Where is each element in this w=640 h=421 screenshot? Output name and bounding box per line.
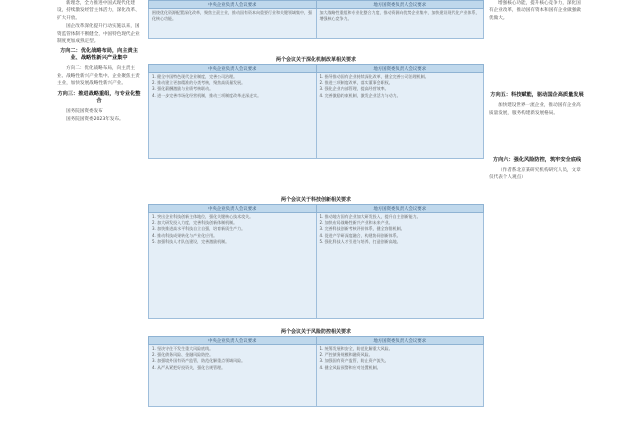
left-paragraph-4: 国务院国资委发布 xyxy=(66,108,103,114)
col-header-local: 地方国资委负责人会议要求 xyxy=(316,337,484,345)
cell-local: 1. 统筹发展和安全，防范化解重大风险。 2. 严控债务规模和融资风险。 3. 加强国有资产监管，防止资产流失。 4. 健全风险预警和应对处置机制。 xyxy=(316,345,484,407)
left-paragraph-1: 新理念，全力推进中国式现代化建设，持续激发经营主体活力，深化改革、扩大开放。 xyxy=(57,1,140,21)
cell-central: 1. 坚决守住不发生重大风险底线。 2. 强化债务风险、金融风险防控。 3. 加强境外国有资产监管，防范化解重点领域风险。 4. 从严从紧把好投资关，强化合规管理。 xyxy=(149,345,317,407)
left-heading-direction-two: 方向二：优化战略布局，向主责主业、战略性新兴产业集中 xyxy=(60,48,138,62)
left-article-column xyxy=(57,0,141,124)
cell-central: 1. 突出企业科技创新主体地位，强化关键核心技术攻关。 2. 加大研发投入力度，完善科技创新体制机制。 3. 加快推进高水平科技自立自强，培育新质生产力。 4. 推动科技成果转化与产业化应用。 5. 加强科技人才队伍建设，完善激励机制。 xyxy=(149,213,317,319)
right-paragraph-2: 加快建设世界一流企业，推动国有企业高质量发展，服务构建新发展格局。 xyxy=(489,103,581,116)
col-header-central: 中央企业负责人会议要求 xyxy=(149,205,317,213)
left-footer-line: 国务院国资委2023年发布。 xyxy=(66,117,124,123)
innovation-title: 两个会议关于科技创新相关要求 xyxy=(280,197,351,203)
mechanism-title: 两个会议关于深化机制改革相关要求 xyxy=(275,57,356,63)
cell-local: 1. 指导推动国有企业持续深化改革，健全完善公司治理机制。 2. 推进三项制度改革，落实董事会职权。 3. 强化企业内部管理，提高经营效率。 4. 完善激励约束机制，激发企业活力与动力。 xyxy=(316,73,484,159)
table-block-risk xyxy=(148,328,484,407)
col-header-central: 中央企业负责人会议要求 xyxy=(149,337,317,345)
mechanism-table xyxy=(148,64,484,159)
right-footer-note: （作者系北京某研究机构研究人员，文章仅代表个人观点） xyxy=(489,168,581,181)
col-header-local: 地方国资委负责人会议要求 xyxy=(316,1,484,9)
right-article-column xyxy=(489,0,585,183)
risk-table xyxy=(148,336,484,407)
table-block-structure xyxy=(148,0,484,39)
cell-central: 1. 健全中国特色现代企业制度，完善公司治理。 2. 推动建立更加精准的分类考核，聚焦高质量发展。 3. 强化薪酬激励与业绩考核联动。 4. 进一步完善市场化经营机制，推动三项制度改革走深走实。 xyxy=(149,73,317,159)
col-header-central: 中央企业负责人会议要求 xyxy=(149,1,317,9)
right-paragraph-1: 增强核心功能，提升核心竞争力，深化国有企业改革，推动国有资本和国有企业做强做优做大。 xyxy=(489,1,581,21)
cell-local: 加大战略性重组和专业化整合力度，推动资源向优势企业集中，加快建设现代化产业体系，增强核心竞争力。 xyxy=(316,9,484,39)
cell-local: 1. 推动地方国有企业加大研发投入，提升自主创新能力。 2. 加快布局战略性新兴产业和未来产业。 3. 完善科技创新考核评价体系，健全容错机制。 4. 促进产学研深度融合，构建协同创新体系。 5. 强化科技人才引进与培养，打造创新高地。 xyxy=(316,213,484,319)
table-block-mechanism xyxy=(148,56,484,159)
risk-title: 两个会议关于风险防控相关要求 xyxy=(280,329,351,335)
right-heading-direction-six: 方向六：强化风险防控，筑牢安全底线 xyxy=(492,157,582,164)
cell-central: 围绕优化资源配置深化改革，聚焦主责主业，推动国有资本向重要行业和关键领域集中，强化核心功能。 xyxy=(149,9,317,39)
col-header-central: 中央企业负责人会议要求 xyxy=(149,65,317,73)
left-paragraph-2: 国企改革深化提升行动实施以来，国资监管体制不断健全，中国特色现代企业制度更加成熟定型。 xyxy=(57,24,140,45)
table-block-innovation xyxy=(148,196,484,319)
col-header-local: 地方国资委负责人会议要求 xyxy=(316,205,484,213)
col-header-local: 地方国资委负责人会议要求 xyxy=(316,65,484,73)
structure-table xyxy=(148,0,484,39)
right-heading-direction-five: 方向五：科技赋能，驱动国企高质量发展 xyxy=(490,92,584,99)
left-paragraph-3: 方向二：优化战略布局，向主责主业、战略性新兴产业集中。企业聚焦主责主业，加快发展战略性新兴产业。 xyxy=(57,66,140,87)
innovation-table xyxy=(148,204,484,319)
left-heading-direction-three: 方向三：推进战略重组，与专业化整合 xyxy=(57,90,141,104)
